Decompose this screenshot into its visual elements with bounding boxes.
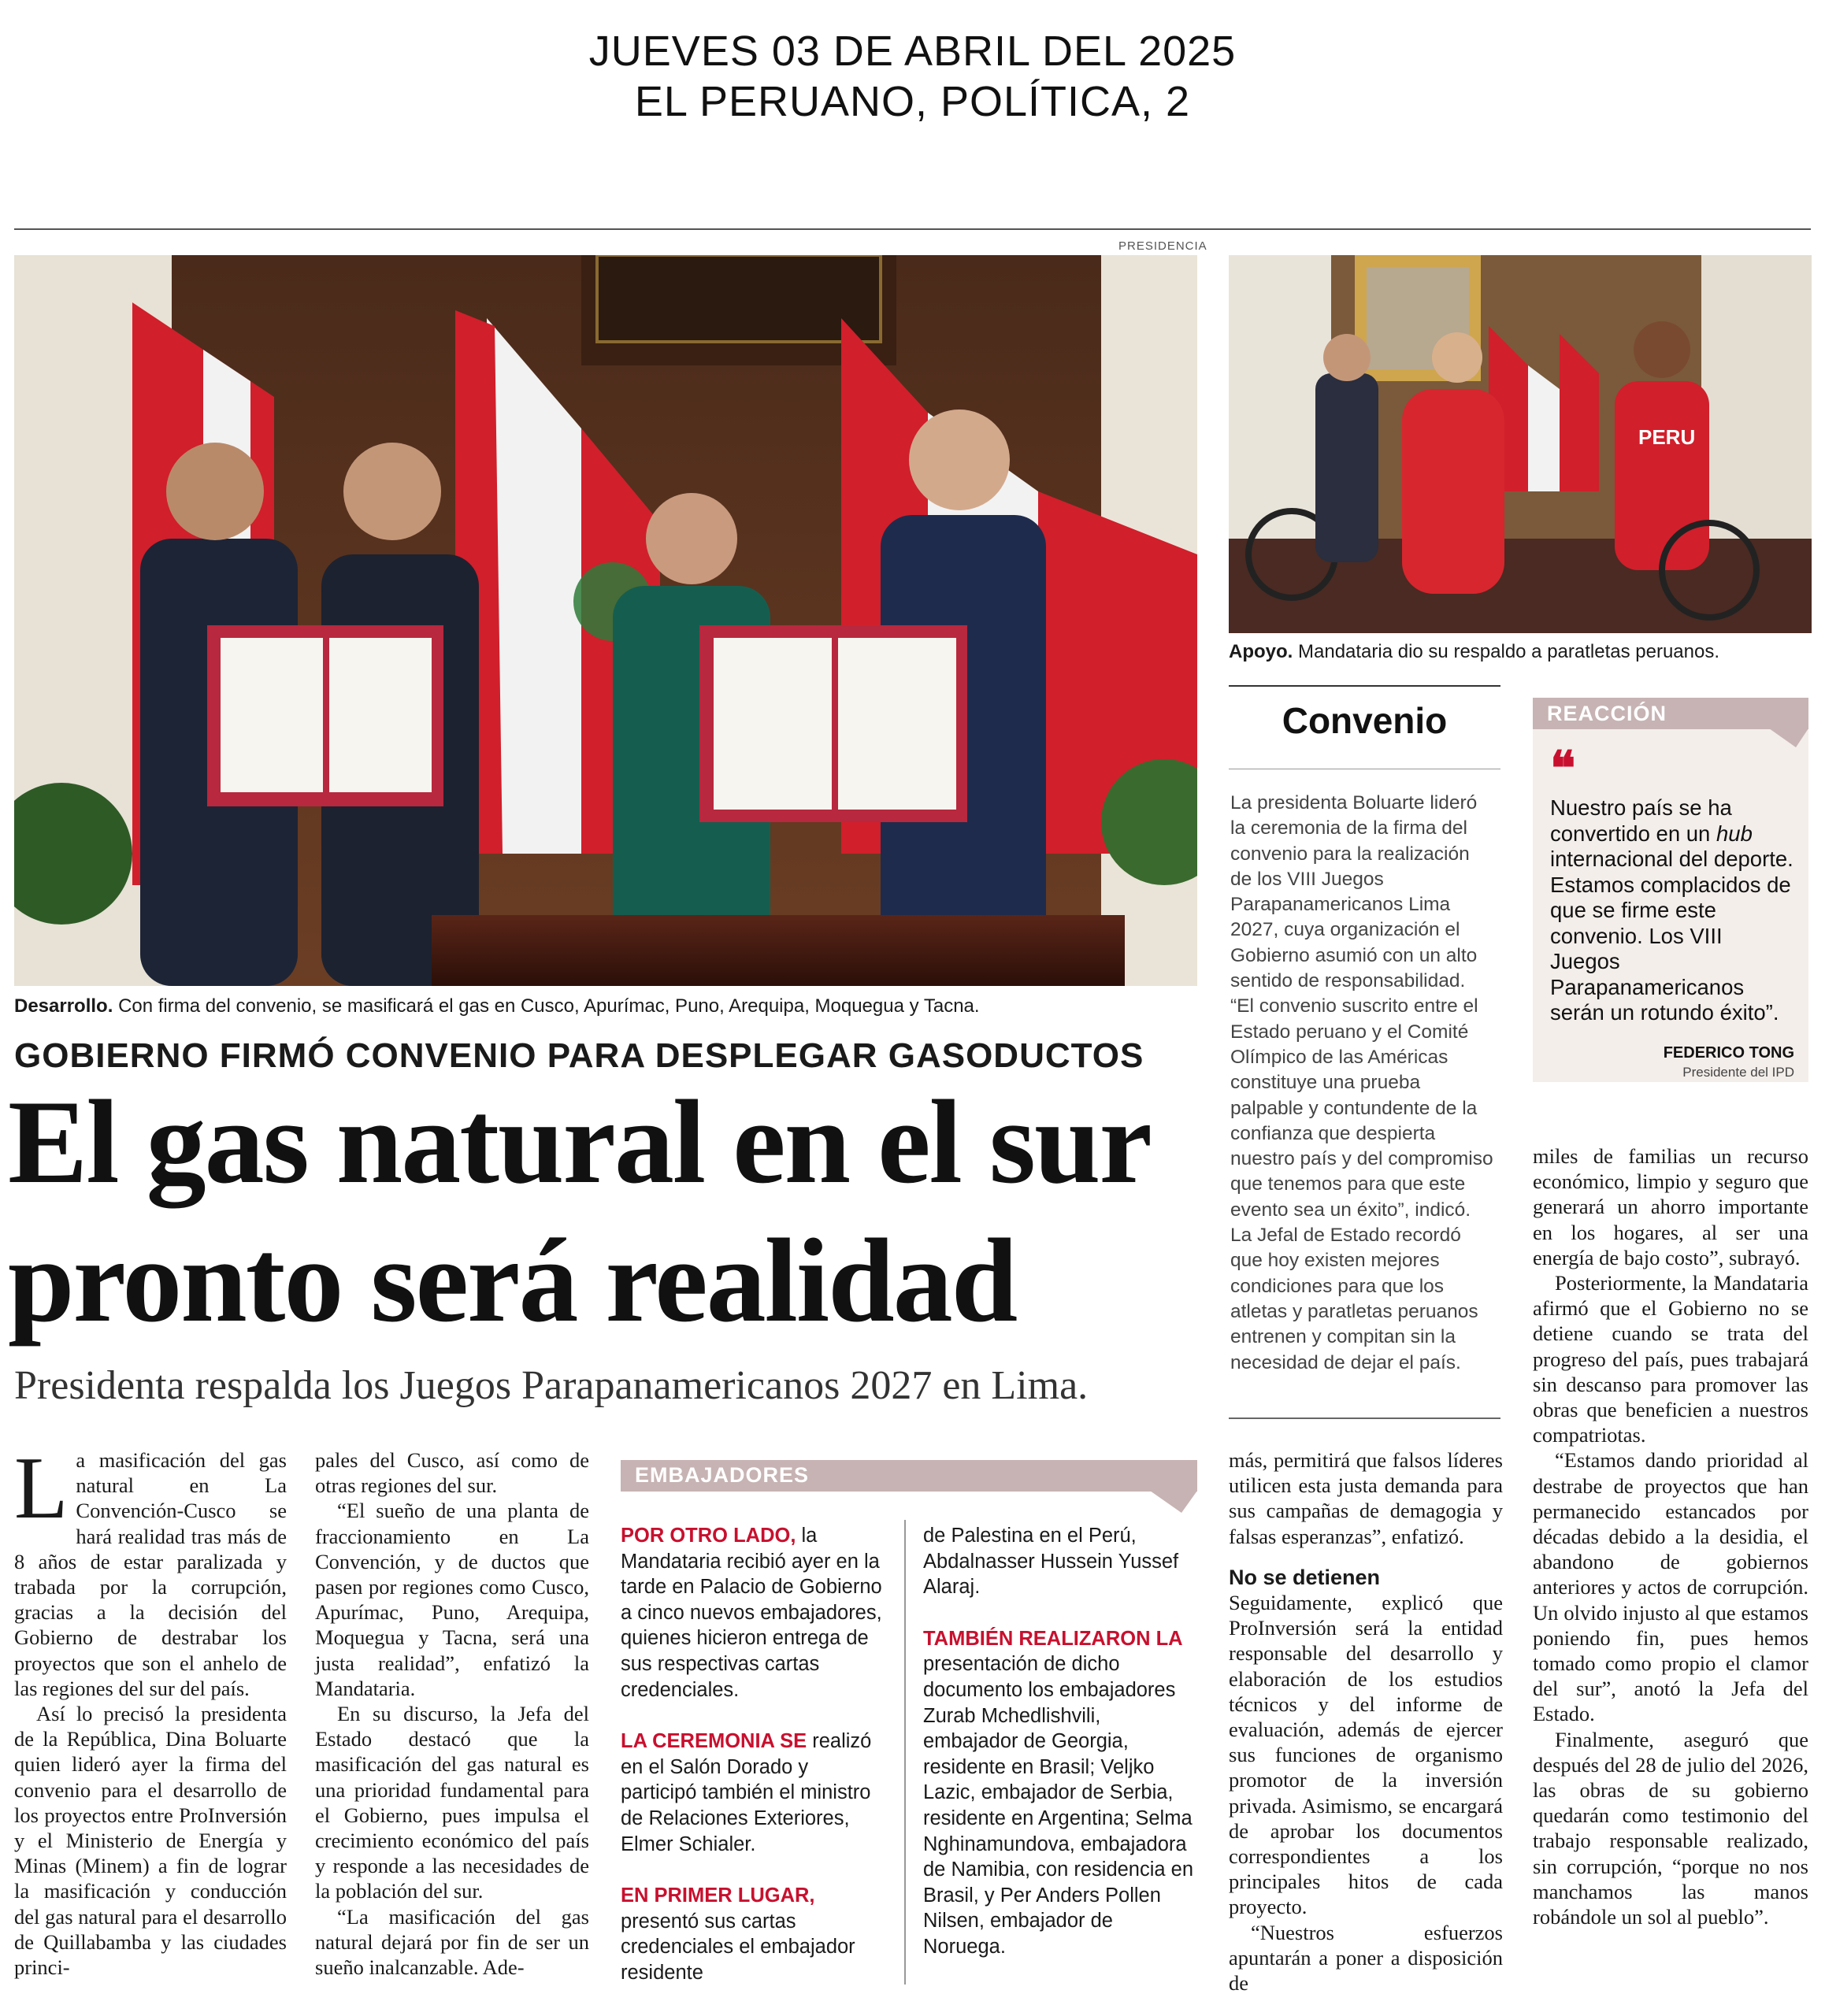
col2-paragraph-1: pales del Cusco, así como de otras regiones del sur.: [315, 1448, 589, 1498]
emb-text-4: presentación de dicho documento los embajadores Zurab Mchedlishvili, embajador de Georgia, residente en Brasil; Veljko Lazic, embajador de Serbia, residente en Argentina; Selma Nghinamundova, embajadora de Namibia, con residencia en Brasil, y Per Anders Pollen Nilsen, embajador de Noruega.: [923, 1653, 1194, 1958]
dropcap: L: [14, 1440, 69, 1537]
emb-text-3: presentó sus cartas credenciales el embajador residente: [621, 1910, 855, 1984]
embajadores-tab-notch: [1150, 1491, 1197, 1514]
emb-text-0: de Palestina en el Perú, Abdalnasser Hussein Yussef Alaraj.: [923, 1525, 1179, 1599]
emb-text-1: la Mandataria recibió ayer en la tarde en Palacio de Gobierno a cinco nuevos embajadores, quienes hicieron entrega de sus respectivas cartas credenciales.: [621, 1525, 882, 1701]
col1-paragraph-2: Así lo precisó la presidenta de la República, Dina Boluarte quien lideró ayer la firma del convenio para el desarrollo de los proyectos entre ProInversión y el Ministerio de Energía y Minas (Minem) a fin de lograr la masificación y conducción del gas natural para el desarrollo de Quillabamba y las ciudades princi-: [14, 1702, 287, 1980]
col5a-paragraph-3: “Nuestros esfuerzos apuntarán a poner a disposición de: [1229, 1920, 1503, 1996]
convenio-top-rule: [1229, 685, 1500, 687]
deck: Presidenta respalda los Juegos Parapanamericanos 2027 en Lima.: [14, 1363, 1089, 1408]
col5b-paragraph-1: miles de familias un recurso económico, limpio y seguro que generará un ahorro importante en los hogares, al ser una energía de bajo costo”, subrayó.: [1533, 1144, 1808, 1269]
signing-ceremony-illustration: [14, 255, 1197, 986]
quote-before: Nuestro país se ha convertido en un: [1550, 795, 1732, 846]
quote-after: internacional del deporte. Estamos complacidos de que se firme este convenio. Los VIII Juegos Parapanamericanos serán un rotundo éxito”.: [1550, 847, 1793, 1025]
emb-lead-1: POR OTRO LADO,: [621, 1525, 796, 1547]
convenio-bottom-rule: [1229, 1418, 1500, 1419]
main-photo: [14, 255, 1197, 986]
embajadores-label: EMBAJADORES: [635, 1463, 810, 1487]
paratletas-illustration: [1229, 255, 1812, 633]
caption-text: Con firma del convenio, se masificará el gas en Cusco, Apurímac, Puno, Arequipa, Moquegua y Tacna.: [118, 995, 980, 1017]
article-column-5a: [1229, 1447, 1503, 1996]
embajadores-left-column: [621, 1523, 888, 1986]
headline-line-2: pronto será realidad: [8, 1214, 1017, 1347]
headline: [8, 1073, 1151, 1350]
col5a-paragraph-2: Seguidamente, explicó que ProInversión será la entidad responsable del desarrollo y elaboración de los estudios técnicos y del informe de evaluación, además de ejercer sus funciones de organismo promotor de la inversión privada. Asimismo, se encargará de aprobar los documentos correspondientes a los principales hitos de cada proyecto.: [1229, 1591, 1503, 1919]
reaccion-box: [1533, 698, 1808, 1082]
col2-paragraph-4: “La masificación del gas natural dejará por fin de ser un sueño inalcanzable. Ade-: [315, 1904, 589, 1980]
article-column-2: [315, 1447, 589, 1980]
emb-lead-4: TAMBIÉN REALIZARON LA: [923, 1627, 1183, 1650]
reaccion-tab-notch: [1769, 728, 1808, 749]
side-caption-label: Apoyo.: [1229, 641, 1293, 662]
reaccion-label-bar: [1533, 698, 1808, 729]
convenio-body: La presidenta Boluarte lideró la ceremonia de la firma del convenio para la realización de los VIII Juegos Parapanamericanos Lima 2027, cuya organización el Gobierno asumió con un alto sentido de responsabilidad. “El convenio suscrito entre el Estado peruano y el Comité Olímpico de las Américas constituye una prueba palpable y contundente de la confianza que despierta nuestro país y del compromiso que tenemos para que este evento sea un éxito”, indicó. La Jefal de Estado recordó que hoy existen mejores condiciones para que los atletas y paratletas peruanos entrenen y compitan sin la necesidad de dejar el país.: [1230, 792, 1493, 1373]
emb-lead-3: EN PRIMER LUGAR,: [621, 1884, 815, 1907]
top-rule: [14, 228, 1811, 230]
reaccion-label: REACCIÓN: [1547, 702, 1667, 725]
jersey-text: PERU: [1638, 425, 1696, 449]
quote-em: hub: [1716, 821, 1753, 846]
side-photo: [1229, 255, 1812, 633]
emb-lead-2: LA CEREMONIA SE: [621, 1730, 807, 1753]
side-photo-caption: [1229, 641, 1719, 663]
embajadores-divider: [904, 1520, 906, 1984]
emb-text-2: realizó en el Salón Dorado y participó también el ministro de Relaciones Exteriores, Elmer Schialer.: [621, 1730, 872, 1855]
col2-paragraph-2: “El sueño de una planta de fraccionamiento en La Convención, y de ductos que pasen por regiones como Cusco, Apurímac, Puno, Arequipa, Moquegua y Tacna, será una justa realidad”, enfatizó la Mandataria.: [315, 1499, 589, 1700]
article-column-5b: [1533, 1143, 1808, 1929]
headline-line-1: El gas natural en el sur: [8, 1076, 1151, 1208]
embajadores-right-column: [923, 1523, 1197, 1960]
article-column-1: [14, 1440, 287, 1980]
col5b-paragraph-4: Finalmente, aseguró que después del 28 de julio del 2026, las obras de su gobierno quedarán como testimonio del trabajo responsable realizado, sin corrupción, “porque no nos manchamos las manos robándole un sol al pueblo”.: [1533, 1727, 1808, 1929]
convenio-title: Convenio: [1282, 700, 1448, 741]
caption-label: Desarrollo.: [14, 995, 113, 1017]
article-kicker: GOBIERNO FIRMÓ CONVENIO PARA DESPLEGAR GASODUCTOS: [14, 1036, 1144, 1075]
subhead-no-se-detienen: No se detienen: [1229, 1565, 1381, 1589]
date-line: JUEVES 03 DE ABRIL DEL 2025: [588, 28, 1237, 75]
col5a-paragraph-1: más, permitirá que falsos líderes utilicen esta justa demanda para sus campañas de demagogia y falsas esperanzas”, enfatizó.: [1229, 1448, 1503, 1548]
col5b-paragraph-3: “Estamos dando prioridad al destrabe de proyectos que han permanecido estancados por décadas debido a la desidia, el abandono de gobiernos anteriores y actos de corrupción. Un olvido injusto al que estamos poniendo fin, pues hemos tomado como propio el clamor del sur”, anotó la Jefa del Estado.: [1533, 1448, 1808, 1726]
side-caption-text: Mandataria dio su respaldo a paratletas peruanos.: [1298, 641, 1720, 662]
embajadores-label-bar: [621, 1460, 1197, 1492]
main-photo-caption: [14, 995, 980, 1017]
col2-paragraph-3: En su discurso, la Jefa del Estado destacó que la masificación del gas natural es una prioridad fundamental para el Gobierno, pues impulsa el crecimiento económico del país y responde a las necesidades de la población del sur.: [315, 1702, 589, 1903]
col5b-paragraph-2: Posteriormente, la Mandataria afirmó que el Gobierno no se detiene cuando se trata del progreso del país, pues trabajará sin descanso para promover las obras que beneficien a nuestros compatriotas.: [1533, 1271, 1808, 1447]
col1-paragraph-1: a masificación del gas natural en La Convención-Cusco se hará realidad tras más de 8 años de estar paralizada y trabada por la corrupción, gracias a la decisión del Gobierno de destrabar los proyectos que son el anhelo de las regiones del sur del país.: [14, 1448, 287, 1700]
quote-mark-icon: ❝: [1550, 742, 1576, 795]
reaccion-quote: [1550, 795, 1794, 1026]
reaccion-role: Presidente del IPD: [1682, 1065, 1794, 1080]
reaccion-name: FEDERICO TONG: [1663, 1044, 1794, 1062]
paper-line: EL PERUANO, POLÍTICA, 2: [634, 78, 1191, 125]
photo-credit: PRESIDENCIA: [1118, 239, 1207, 253]
